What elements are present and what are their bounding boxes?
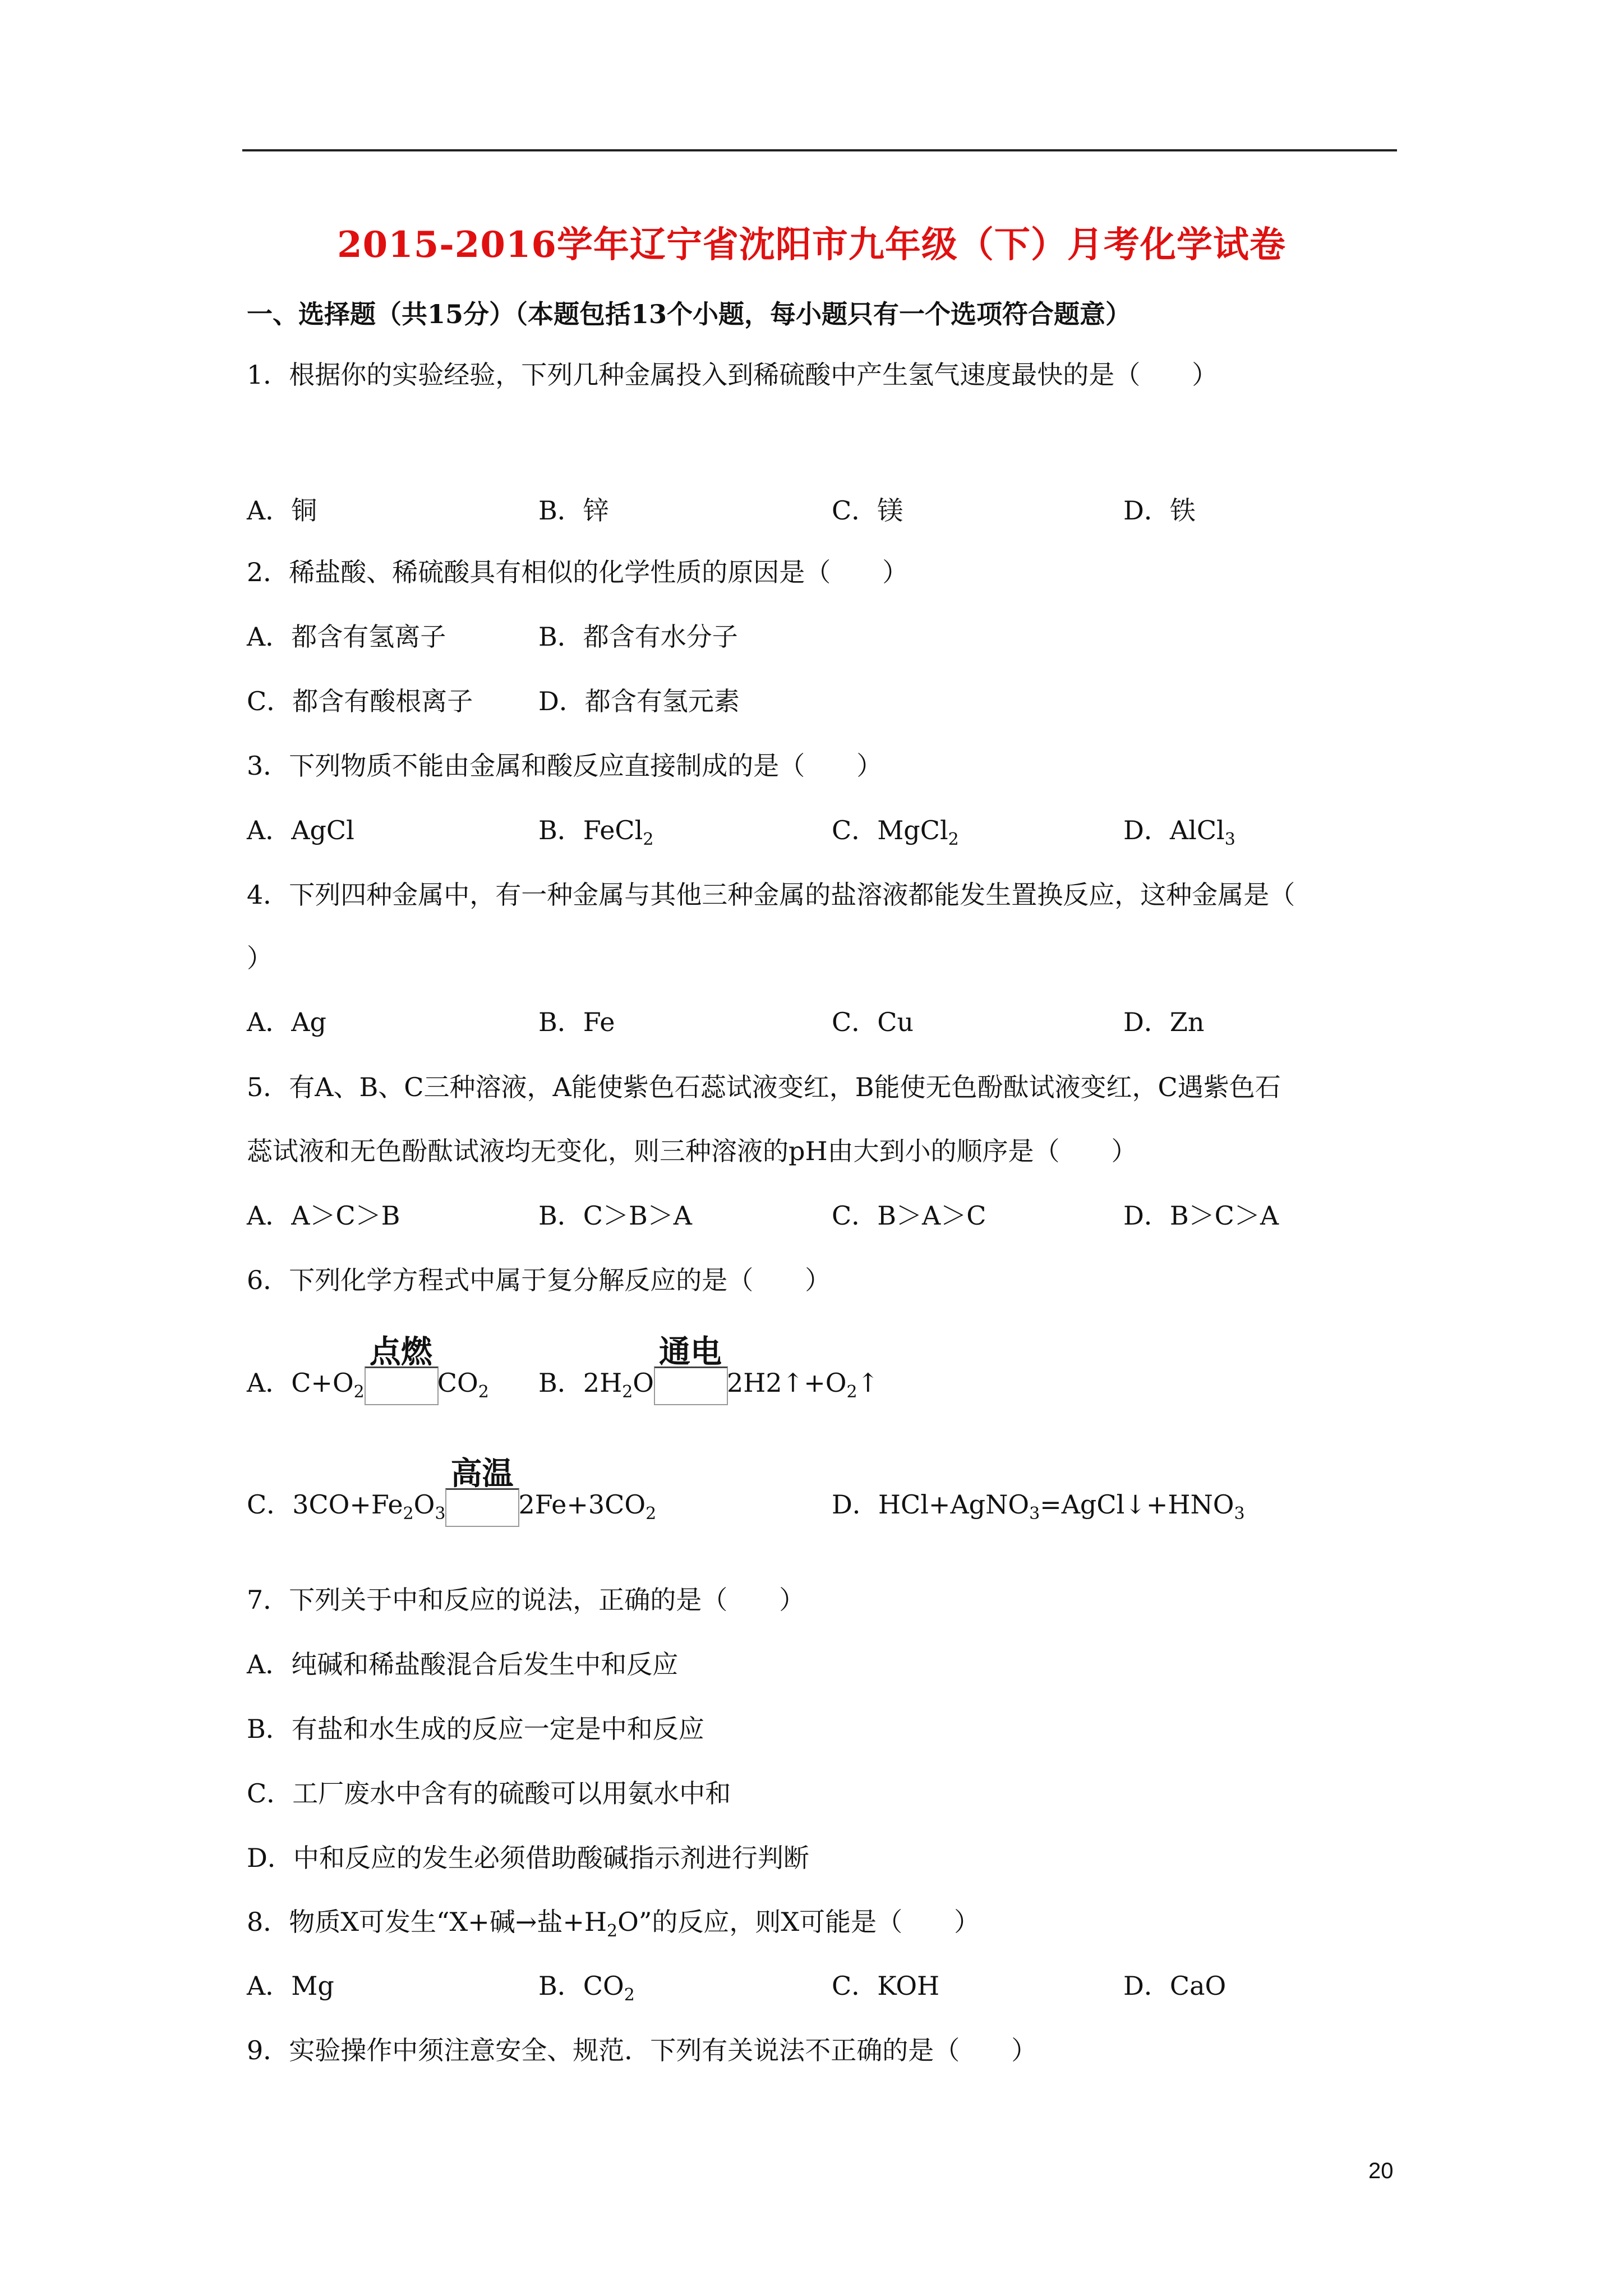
q8-option-b: B．$CO_2$: [538, 1971, 635, 2005]
q4-option-d: D．Zn: [1123, 1007, 1205, 1037]
section-heading: 一、选择题（共15分）（本题包括13个小题，每小题只有一个选项符合题意）: [247, 299, 1132, 329]
q7-stem: 7．下列关于中和反应的说法，正确的是（ ）: [247, 1585, 805, 1615]
q2-option-a: A．都含有氢离子: [247, 622, 446, 652]
q7-option-a: A．纯碱和稀盐酸混合后发生中和反应: [247, 1649, 679, 1680]
q5-stem-line1: 5．有A、B、C三种溶液，A能使紫色石蕊试液变红，B能使无色酚酞试液变红，C遇紫色石: [247, 1072, 1281, 1102]
q3-option-a: A．AgCl: [247, 815, 354, 845]
q4-stem-cont: ）: [247, 943, 273, 973]
q1-option-d: D．铁: [1123, 495, 1196, 526]
q8-stem: 8．物质X可发生“X+碱→盐$+H_2O$”的反应，则X可能是（ ）: [247, 1907, 980, 1941]
q6-option-d: D．$HCl+AgNO_3=AgCl↓+HNO_3$: [832, 1489, 1245, 1524]
page-title: 2015-2016学年辽宁省沈阳市九年级（下）月考化学试卷: [337, 224, 1286, 266]
q8-option-a: A．Mg: [247, 1971, 334, 2001]
q5-stem-line2: 蕊试液和无色酚酞试液均无变化，则三种溶液的pH由大到小的顺序是（ ）: [247, 1136, 1137, 1166]
q3-option-d: D．AlCl$_3$: [1123, 815, 1235, 849]
q5-option-b: B．C＞B＞A: [538, 1200, 693, 1231]
header-rule: [242, 149, 1397, 151]
q4-option-c: C．Cu: [832, 1007, 914, 1037]
q8-option-c: C．KOH: [832, 1971, 940, 2001]
q8-option-d: D．CaO: [1123, 1971, 1227, 2001]
q6-stem: 6．下列化学方程式中属于复分解反应的是（ ）: [247, 1265, 831, 1295]
q3-stem: 3．下列物质不能由金属和酸反应直接制成的是（ ）: [247, 751, 883, 781]
reaction-condition-electrolysis: 通电: [654, 1366, 727, 1400]
q1-option-a: A．铜: [247, 495, 317, 526]
q7-option-c: C．工厂废水中含有的硫酸可以用氨水中和: [247, 1778, 731, 1809]
q2-stem: 2．稀盐酸、稀硫酸具有相似的化学性质的原因是（ ）: [247, 557, 909, 587]
q6-option-c: C．$3CO+Fe_2O_3$ 高温 $2Fe+3CO_2$: [247, 1488, 656, 1521]
q3-option-b: B．FeCl$_2$: [538, 815, 654, 849]
q4-stem: 4．下列四种金属中，有一种金属与其他三种金属的盐溶液都能发生置换反应，这种金属是（: [247, 880, 1295, 910]
q2-option-c: C．都含有酸根离子: [247, 686, 473, 716]
q3-option-c: C．MgCl$_2$: [832, 815, 959, 849]
reaction-condition-ignite: 点燃: [365, 1366, 437, 1400]
q4-option-b: B．Fe: [538, 1007, 615, 1037]
q2-option-d: D．都含有氢元素: [538, 686, 740, 716]
q6-option-b: B．$2H_2O$ 通电 $2H2↑+O_2↑$: [538, 1366, 879, 1400]
q7-option-b: B．有盐和水生成的反应一定是中和反应: [247, 1714, 704, 1744]
q1-option-b: B．锌: [538, 495, 609, 526]
q2-option-b: B．都含有水分子: [538, 622, 738, 652]
q5-option-d: D．B＞C＞A: [1123, 1200, 1279, 1231]
q6-option-a: A．$C+O_2$ 点燃 $CO_2$: [247, 1366, 489, 1400]
q1-option-c: C．镁: [832, 495, 903, 526]
q4-option-a: A．Ag: [247, 1007, 326, 1037]
q7-option-d: D．中和反应的发生必须借助酸碱指示剂进行判断: [247, 1843, 809, 1873]
q5-option-c: C．B＞A＞C: [832, 1200, 986, 1231]
reaction-condition-high-temp: 高温: [445, 1488, 518, 1521]
q9-stem: 9．实验操作中须注意安全、规范．下列有关说法不正确的是（ ）: [247, 2035, 1038, 2065]
q5-option-a: A．A＞C＞B: [247, 1200, 400, 1231]
page-number: 20: [1368, 2159, 1394, 2183]
q1-stem: 1．根据你的实验经验，下列几种金属投入到稀硫酸中产生氢气速度最快的是（ ）: [247, 360, 1218, 390]
